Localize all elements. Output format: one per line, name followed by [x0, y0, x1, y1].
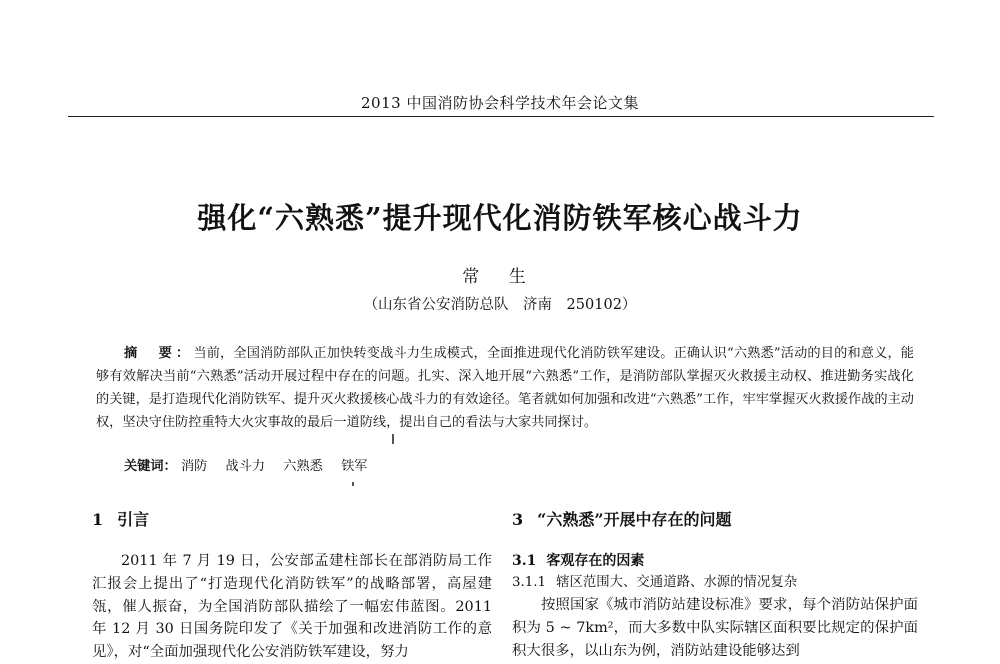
- section-title: “六熟悉”开展中存在的问题: [537, 510, 732, 529]
- abstract-label: 摘 要：: [124, 346, 194, 361]
- subsubsection-number: 3.1.1: [512, 575, 547, 590]
- keyword: 消防: [180, 459, 208, 474]
- abstract: [96, 342, 914, 434]
- keyword: 战斗力: [225, 459, 266, 474]
- author-affiliation: （山东省公安消防总队 济南 250102）: [363, 297, 637, 313]
- keyword: 铁军: [341, 459, 368, 474]
- subsection-heading: [512, 550, 918, 572]
- scan-speck: [392, 434, 394, 444]
- abstract-text: 当前，全国消防部队正加快转变战斗力生成模式，全面推进现代化消防铁军建设。正确认识“六熟悉”活动的目的和意义，能够有效解决当前“六熟悉”活动开展过程中存在的问题。扎实、深入地开展“六熟悉”工作，是消防部队掌握灭火救援主动权、推进勤务实战化的关键，是打造现代化消防铁军、提升灭火救援核心战斗力的有效途径。笔者就如何加强和改进“六熟悉”工作，牢牢掌握灭火救援作战的主动权，坚决守住防控重特大火灾事故的最后一道防线，提出自己的看法与大家共同探讨。: [96, 346, 914, 430]
- section-heading: [92, 508, 492, 532]
- subsection-title: 客观存在的因素: [546, 553, 645, 569]
- right-column: [512, 508, 918, 662]
- body-paragraph: 按照国家《城市消防站建设标准》要求，每个消防站保护面积为 5 ~ 7km²，而大多数中队实际辖区面积要比规定的保护面积大很多，以山东为例，消防站建设能够达到: [512, 597, 918, 659]
- keywords-label: 关键词：: [124, 459, 177, 474]
- paper-title: 强化“六熟悉”提升现代化消防铁军核心战斗力: [197, 201, 803, 235]
- keywords: [124, 455, 904, 474]
- left-column: [92, 508, 492, 664]
- section-title: 引言: [117, 510, 150, 529]
- author-name: 常 生: [462, 267, 538, 287]
- scan-speck: [352, 482, 354, 486]
- subsubsection-heading: [512, 572, 918, 594]
- body-paragraph: 2011 年 7 月 19 日，公安部孟建柱部长在部消防局工作汇报会上提出了“打造现代化消防铁军”的战略部署，高屋建瓴，催人振奋，为全国消防部队描绘了一幅宏伟蓝图。2011 年 12 月 30 日国务院印发了《关于加强和改进消防工作的意见》，对“全面加强现代化公安消防铁军建设，努力: [92, 553, 492, 661]
- subsubsection-title: 辖区范围大、交通道路、水源的情况复杂: [556, 575, 798, 590]
- section-number: 1: [92, 510, 104, 529]
- section-number: 3: [512, 510, 524, 529]
- header-rule: [68, 116, 934, 117]
- section-heading: [512, 508, 918, 532]
- subsection-number: 3.1: [512, 553, 537, 569]
- keyword: 六熟悉: [283, 459, 323, 474]
- running-header: 2013 中国消防协会科学技术年会论文集: [361, 94, 639, 112]
